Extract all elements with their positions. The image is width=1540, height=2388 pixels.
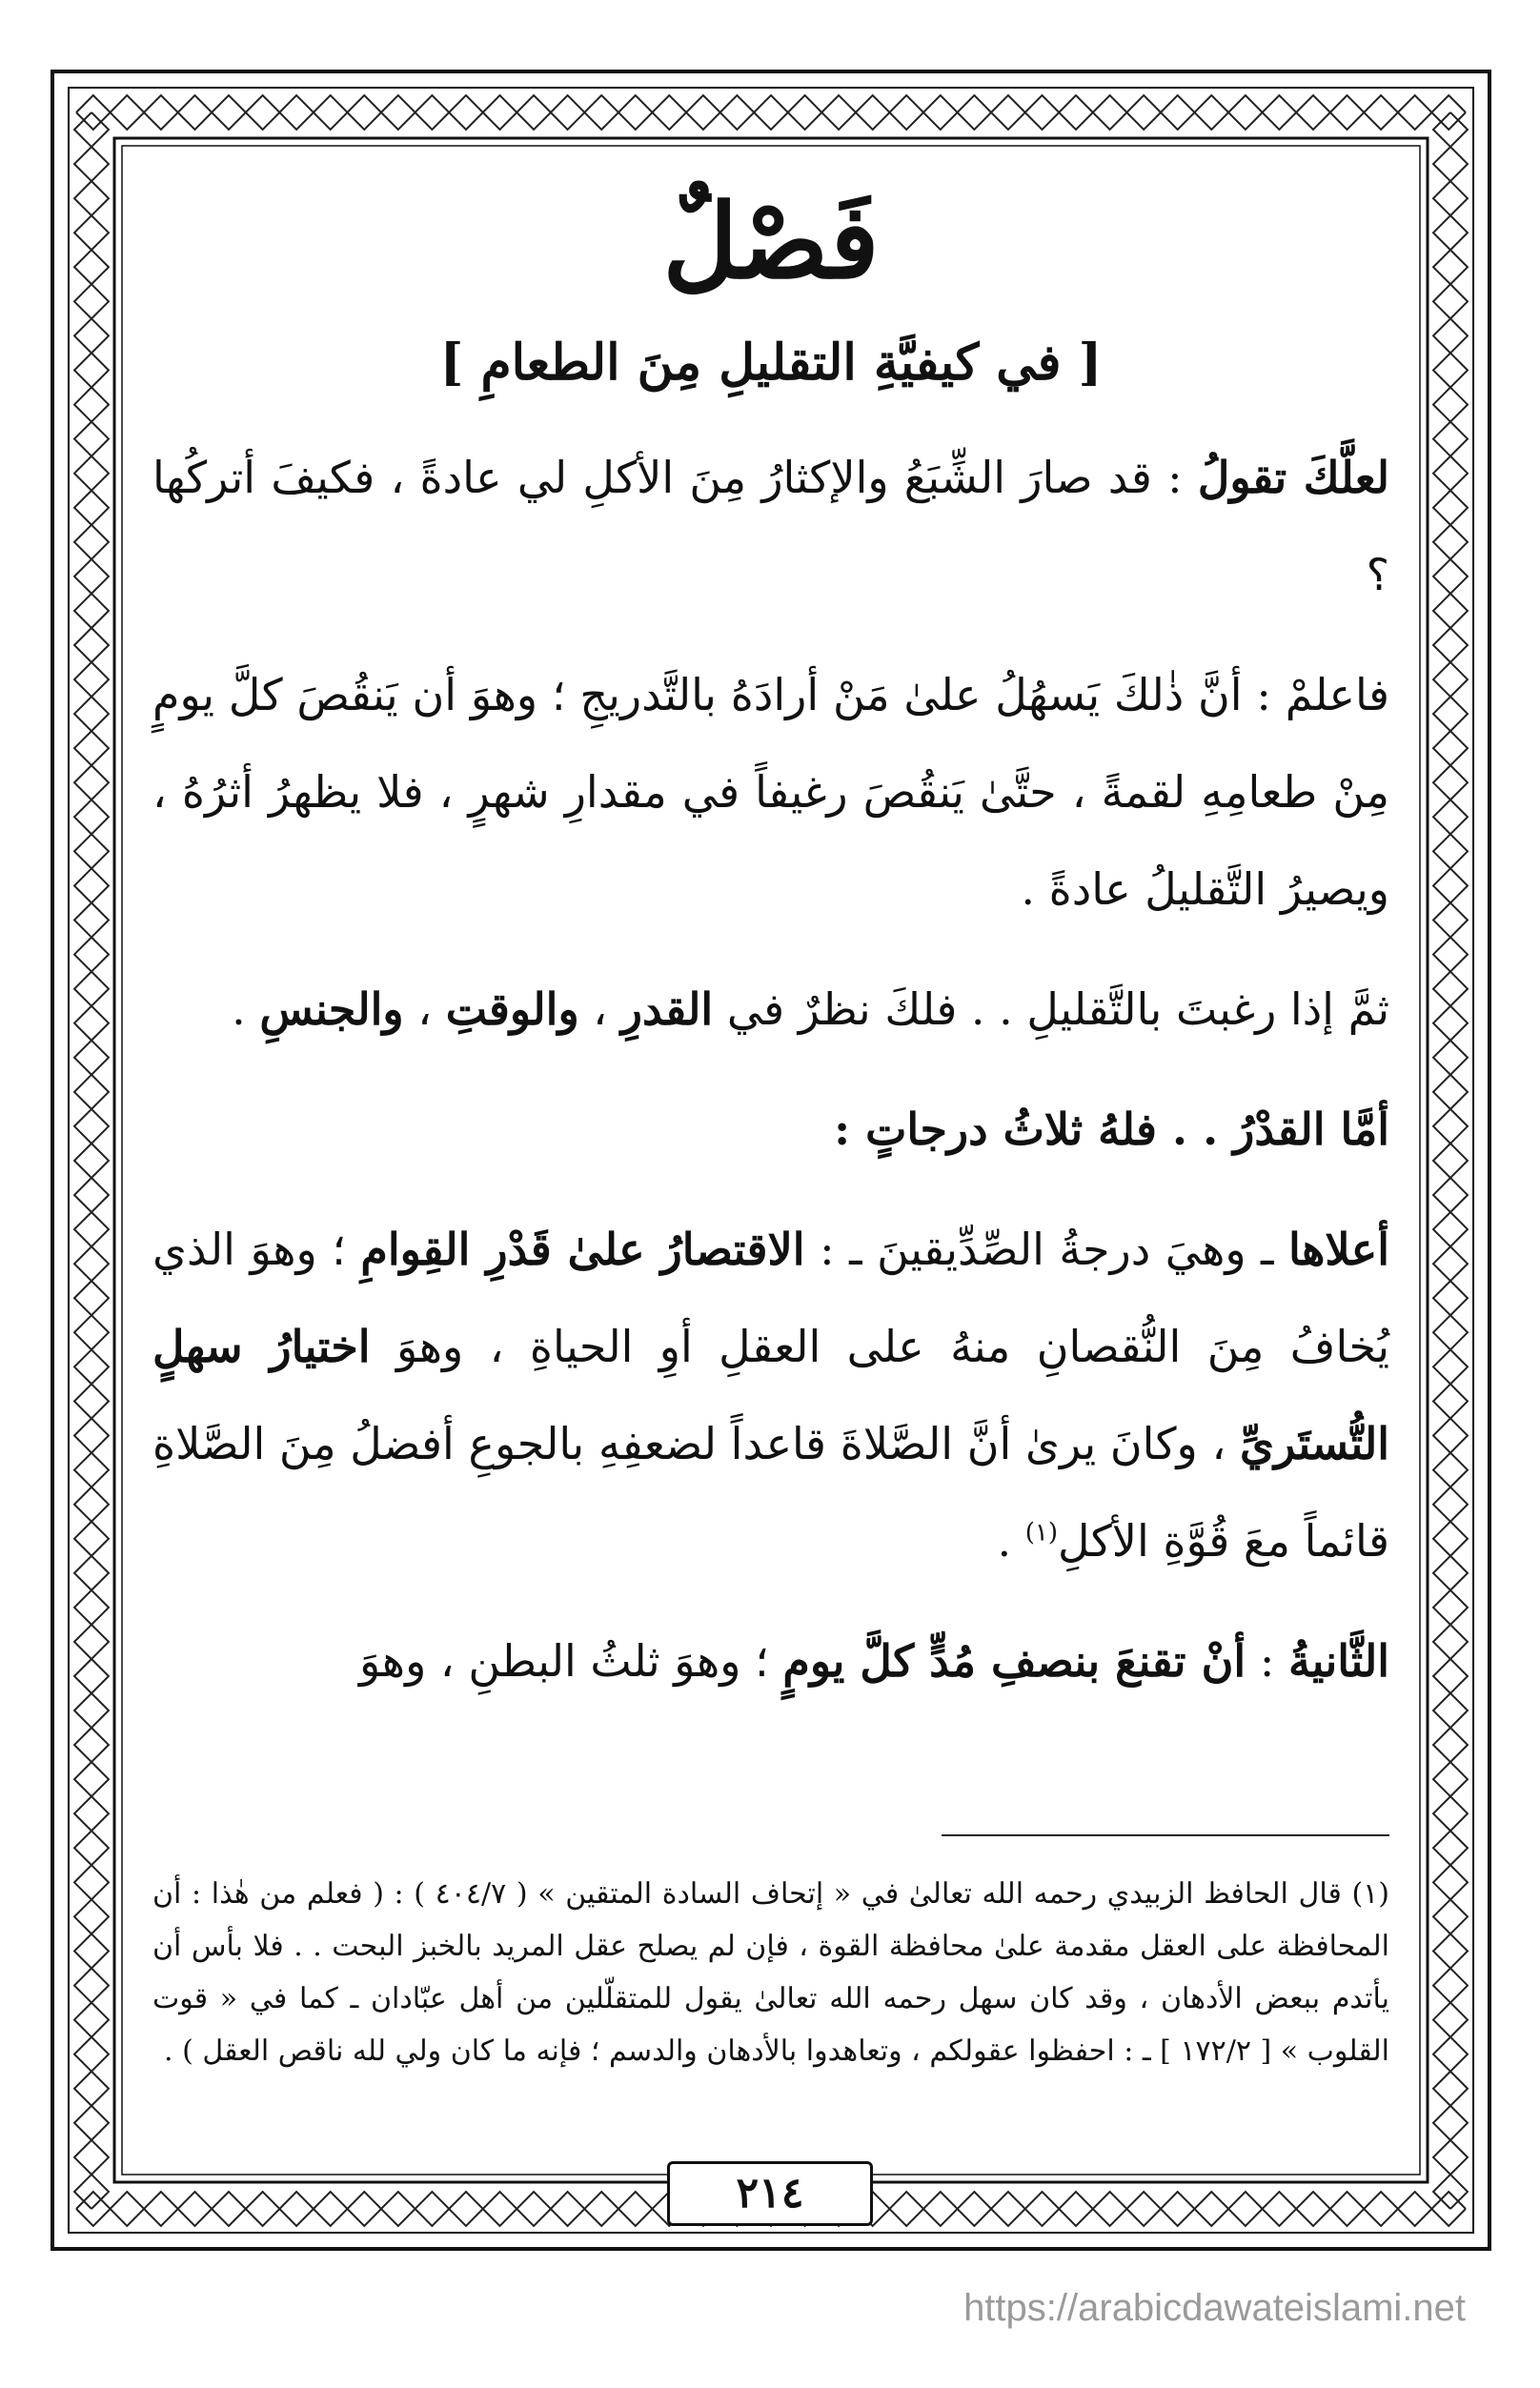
bold-phrase: القدرِ <box>620 983 714 1035</box>
border-zigzag <box>91 112 109 2209</box>
paragraph-text: ، <box>578 983 621 1035</box>
bold-phrase: الاقتصارُ علىٰ قَدْرِ القِوامِ <box>360 1224 805 1275</box>
paragraph-text: : قد صارَ الشِّبَعُ والإكثارُ مِنَ الأكلِ لي عادةً ، فكيفَ أتركُها ؟ <box>152 452 1389 600</box>
paragraph-text: . <box>997 1515 1025 1567</box>
border-zigzag <box>74 112 91 2209</box>
border-zigzag <box>1450 112 1468 2209</box>
bold-phrase: والوقتِ <box>445 983 579 1035</box>
bold-phrase: اختيارُ سهلٍ التُّستَريِّ <box>152 1321 1389 1469</box>
chapter-title-ornament: فَصْلٌ <box>662 182 880 302</box>
bold-phrase: لعلَّكَ تقولُ <box>1197 452 1390 503</box>
paragraph <box>152 1201 1389 1589</box>
footnote-separator <box>942 1834 1389 1836</box>
bold-phrase: الثَّانيةُ <box>1287 1635 1389 1687</box>
paragraph-text: : <box>1246 1635 1288 1687</box>
paragraph-text: ، وكانَ يرىٰ أنَّ الصَّلاةَ قاعداً لضعفِهِ بالجوعِ أفضلُ مِنَ الصَّلاةِ قائماً معَ قُوَّةِ الأكلِ <box>152 1418 1389 1567</box>
page-number: ٢١٤ <box>667 2161 873 2226</box>
bold-phrase: أعلاها <box>1288 1224 1389 1275</box>
footnote-marker[interactable]: (١) <box>1024 1518 1058 1548</box>
footnote: (١) قال الحافظ الزبيدي رحمه الله تعالىٰ في « إتحاف السادة المتقين » ( ٤٠٤/٧ ) : ( فعلم من هٰذا : أن المحافظة على العقل مقدمة علىٰ محافظة القوة ، فإن لم يصلح عقل المريد بالخبز البحت . . فلا بأس أن يأتدم ببعض الأدهان ، وقد كان سهل رحمه الله تعالىٰ يقول للمتقلّلين من أهل عبّادان ـ كما في « قوت القلوب » [ ١٧٢/٢ ] ـ : احفظوا عقولكم ، وتعاهدوا بالأدهان والدسم ؛ فإنه ما كان ولي لله ناقص العقل ) . <box>152 1877 1389 2068</box>
border-zigzag <box>76 95 1466 112</box>
bold-phrase: أمَّا القدْرُ . . فلهُ ثلاثُ درجاتٍ : <box>834 1103 1389 1155</box>
body-text <box>152 429 1389 1732</box>
paragraph-text: ؛ وهوَ ثلثُ البطنِ ، وهوَ <box>359 1635 783 1687</box>
bold-phrase: والجنسِ <box>259 983 404 1035</box>
paragraph-text: . <box>232 983 260 1035</box>
paragraph <box>152 1612 1389 1710</box>
watermark-url[interactable]: https://arabicdawateislami.net <box>963 2287 1466 2329</box>
paragraph-text: ، <box>403 983 446 1035</box>
paragraph-text: ـ وهيَ درجةُ الصِّدِّيقينَ ـ : <box>804 1224 1289 1275</box>
paragraph <box>152 1081 1389 1178</box>
section-heading: [ في كيفيَّةِ التقليلِ مِنَ الطعامِ ] <box>439 334 1103 392</box>
border-zigzag <box>76 112 1466 130</box>
bold-phrase: أنْ تقنعَ بنصفِ مُدٍّ كلَّ يومٍ <box>782 1635 1246 1687</box>
page-content <box>114 138 1428 2182</box>
paragraph <box>152 429 1389 623</box>
border-zigzag <box>1433 112 1450 2209</box>
paragraph-text: ؛ وهوَ الذي يُخافُ مِنَ النُّقصانِ منهُ على العقلِ أوِ الحياةِ ، وهوَ <box>152 1224 1389 1372</box>
paragraph: فاعلمْ : أنَّ ذٰلكَ يَسهُلُ علىٰ مَنْ أرادَهُ بالتَّدريجِ ؛ وهوَ أن يَنقُصَ كلَّ يومٍ مِنْ طعامِهِ لقمةً ، حتَّىٰ يَنقُصَ رغيفاً في مقدارِ شهرٍ ، فلا يظهرُ أثرُهُ ، ويصيرُ التَّقليلُ عادةً . <box>152 669 1389 915</box>
paragraph-text: ثمَّ إذا رغبتَ بالتَّقليلِ . . فلكَ نظرٌ في <box>713 983 1389 1035</box>
paragraph <box>152 961 1389 1058</box>
